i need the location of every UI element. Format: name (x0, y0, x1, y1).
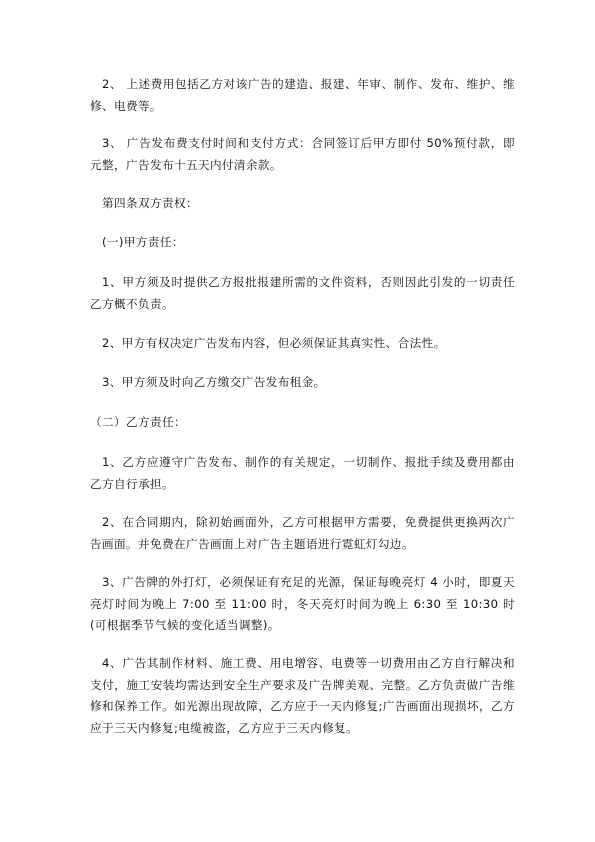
paragraph-party-a-2: 2、甲方有权决定广告发布内容，但必须保证其真实性、合法性。 (102, 336, 446, 350)
paragraph-party-a-3: 3、甲方须及时向乙方缴交广告发布租金。 (102, 375, 326, 389)
subheading-party-a: (一)甲方责任： (102, 235, 184, 249)
paragraph-party-a-1: 1、甲方须及时提供乙方报批报建所需的文件资料，否则因此引发的一切责任乙方概不负责。 (90, 275, 515, 311)
paragraph-fee-scope: 2、 上述费用包括乙方对该广告的建造、报建、年审、制作、发布、维护、维修、电费等。 (90, 77, 515, 113)
section-heading-article-four: 第四条双方责权： (102, 196, 198, 210)
paragraph-party-b-4: 4、广告其制作材料、施工费、用电增容、电费等一切费用由乙方自行解决和支付，施工安装均需达到安全生产要求及广告牌美观、完整。乙方负责做广告维修和保养工作。如光源出现故障，乙方应于一天内修复;广告画面出现损坏，乙方应于三天内修复;电缆被盗，乙方应于三天内修复。 (90, 656, 515, 735)
paragraph-payment-terms: 3、 广告发布费支付时间和支付方式：合同签订后甲方即付 50%预付款，即 元整，广告发布十五天内付清余款。 (90, 136, 515, 172)
paragraph-party-b-3: 3、广告牌的外打灯，必须保证有充足的光源，保证每晚亮灯 4 小时，即夏天亮灯时间为晚上 7:00 至 11:00 时，冬天亮灯时间为晚上 6:30 至 10:30 时(可根据季节气候的变化适当调整)。 (90, 575, 515, 632)
subheading-party-b: （二）乙方责任： (90, 415, 186, 429)
paragraph-party-b-1: 1、乙方应遵守广告发布、制作的有关规定，一切制作、报批手续及费用都由乙方自行承担。 (90, 455, 515, 491)
paragraph-party-b-2: 2、在合同期内，除初始画面外，乙方可根据甲方需要，免费提供更换两次广告画面。并免费在广告画面上对广告主题语进行霓虹灯勾边。 (90, 515, 515, 551)
